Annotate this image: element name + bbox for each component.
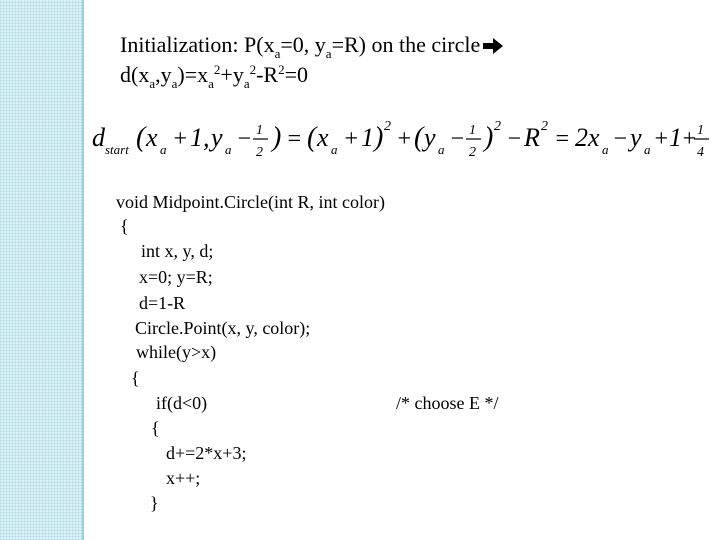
formula-plus: +	[396, 126, 413, 152]
subscript: a	[274, 46, 281, 61]
code-line: int x, y, d;	[141, 241, 214, 261]
dstart-formula	[90, 112, 718, 164]
formula-d: d	[92, 123, 105, 152]
formula-paren: )	[374, 122, 384, 153]
formula-x: x	[146, 123, 158, 152]
code-line: Circle.Point(x, y, color);	[135, 318, 311, 338]
code-line: void Midpoint.Circle(int R, int color)	[116, 192, 385, 212]
superscript: 2	[249, 62, 257, 77]
subscript: a	[208, 76, 214, 91]
subscript: a	[325, 46, 332, 61]
formula-square: 2	[494, 119, 501, 134]
code-comment: /* choose E */	[396, 393, 499, 413]
frac-num: 1	[697, 123, 704, 138]
formula-y: y	[424, 123, 436, 152]
frac-num: 1	[469, 123, 476, 138]
frac-num: 1	[256, 123, 263, 138]
code-line: }	[150, 493, 159, 513]
formula-square: 2	[384, 119, 391, 134]
formula-paren: (	[136, 122, 146, 153]
eq-text: )=x	[177, 62, 209, 87]
formula-R: R	[524, 123, 540, 152]
formula-x: x	[588, 123, 600, 152]
subscript: a	[149, 76, 156, 91]
code-line: {	[131, 368, 140, 388]
distance-equation	[120, 62, 309, 91]
formula-minus: −	[449, 126, 466, 152]
formula-two: 2	[575, 123, 588, 152]
formula-y: y	[211, 123, 223, 152]
code-line: while(y>x)	[136, 342, 217, 362]
eq-text: -R	[256, 62, 279, 87]
formula-minus: −	[236, 126, 253, 152]
formula-plus: +	[681, 126, 698, 152]
formula-sub-a: a	[331, 142, 338, 157]
subscript: a	[243, 76, 250, 91]
code-line: if(d<0)	[156, 393, 208, 413]
formula-minus: −	[506, 126, 523, 152]
formula-sub-start: start	[105, 142, 129, 157]
formula-one: 1	[190, 123, 203, 152]
code-line: d+=2*x+3;	[166, 443, 247, 463]
eq-text: ,y	[155, 62, 172, 87]
formula-equals: =	[286, 126, 303, 152]
formula-square: 2	[541, 119, 548, 134]
subscript: a	[171, 76, 178, 91]
code-line: {	[151, 418, 160, 438]
code-line: x++;	[166, 468, 201, 488]
frac-den: 2	[469, 145, 476, 160]
superscript: 2	[213, 62, 221, 77]
formula-sub-a: a	[602, 142, 609, 157]
formula-paren: (	[307, 122, 317, 153]
formula-one: 1	[361, 123, 374, 152]
formula-paren: )	[272, 122, 282, 153]
heading-text: =0, y	[280, 32, 326, 57]
code-line: d=1-R	[139, 293, 186, 313]
formula-y: y	[630, 123, 642, 152]
code-line: {	[120, 216, 129, 236]
formula-plus: +	[343, 126, 360, 152]
formula-x: x	[317, 123, 329, 152]
formula-equals: =	[554, 126, 571, 152]
formula-minus: −	[612, 126, 629, 152]
heading-text: =R) on the circle	[331, 32, 481, 57]
heading-text: Initialization: P(x	[120, 32, 275, 57]
formula-sub-a: a	[438, 142, 445, 157]
initialization-heading	[120, 32, 504, 61]
formula-sub-a: a	[160, 142, 167, 157]
formula-comma: ,	[203, 123, 210, 152]
formula-paren: )	[484, 122, 494, 153]
formula-sub-a: a	[644, 142, 651, 157]
code-line: x=0; y=R;	[139, 267, 213, 287]
frac-den: 4	[697, 145, 704, 160]
formula-paren: (	[414, 122, 424, 153]
superscript: 2	[278, 62, 285, 77]
frac-den: 2	[256, 145, 263, 160]
formula-one: 1	[669, 123, 682, 152]
formula-plus: +	[172, 126, 189, 152]
formula-sub-a: a	[225, 142, 232, 157]
eq-text: =0	[284, 62, 309, 87]
eq-text: d(x	[120, 62, 150, 87]
eq-text: +y	[220, 62, 244, 87]
formula-plus: +	[653, 126, 670, 152]
arrow-right-icon	[482, 37, 504, 55]
